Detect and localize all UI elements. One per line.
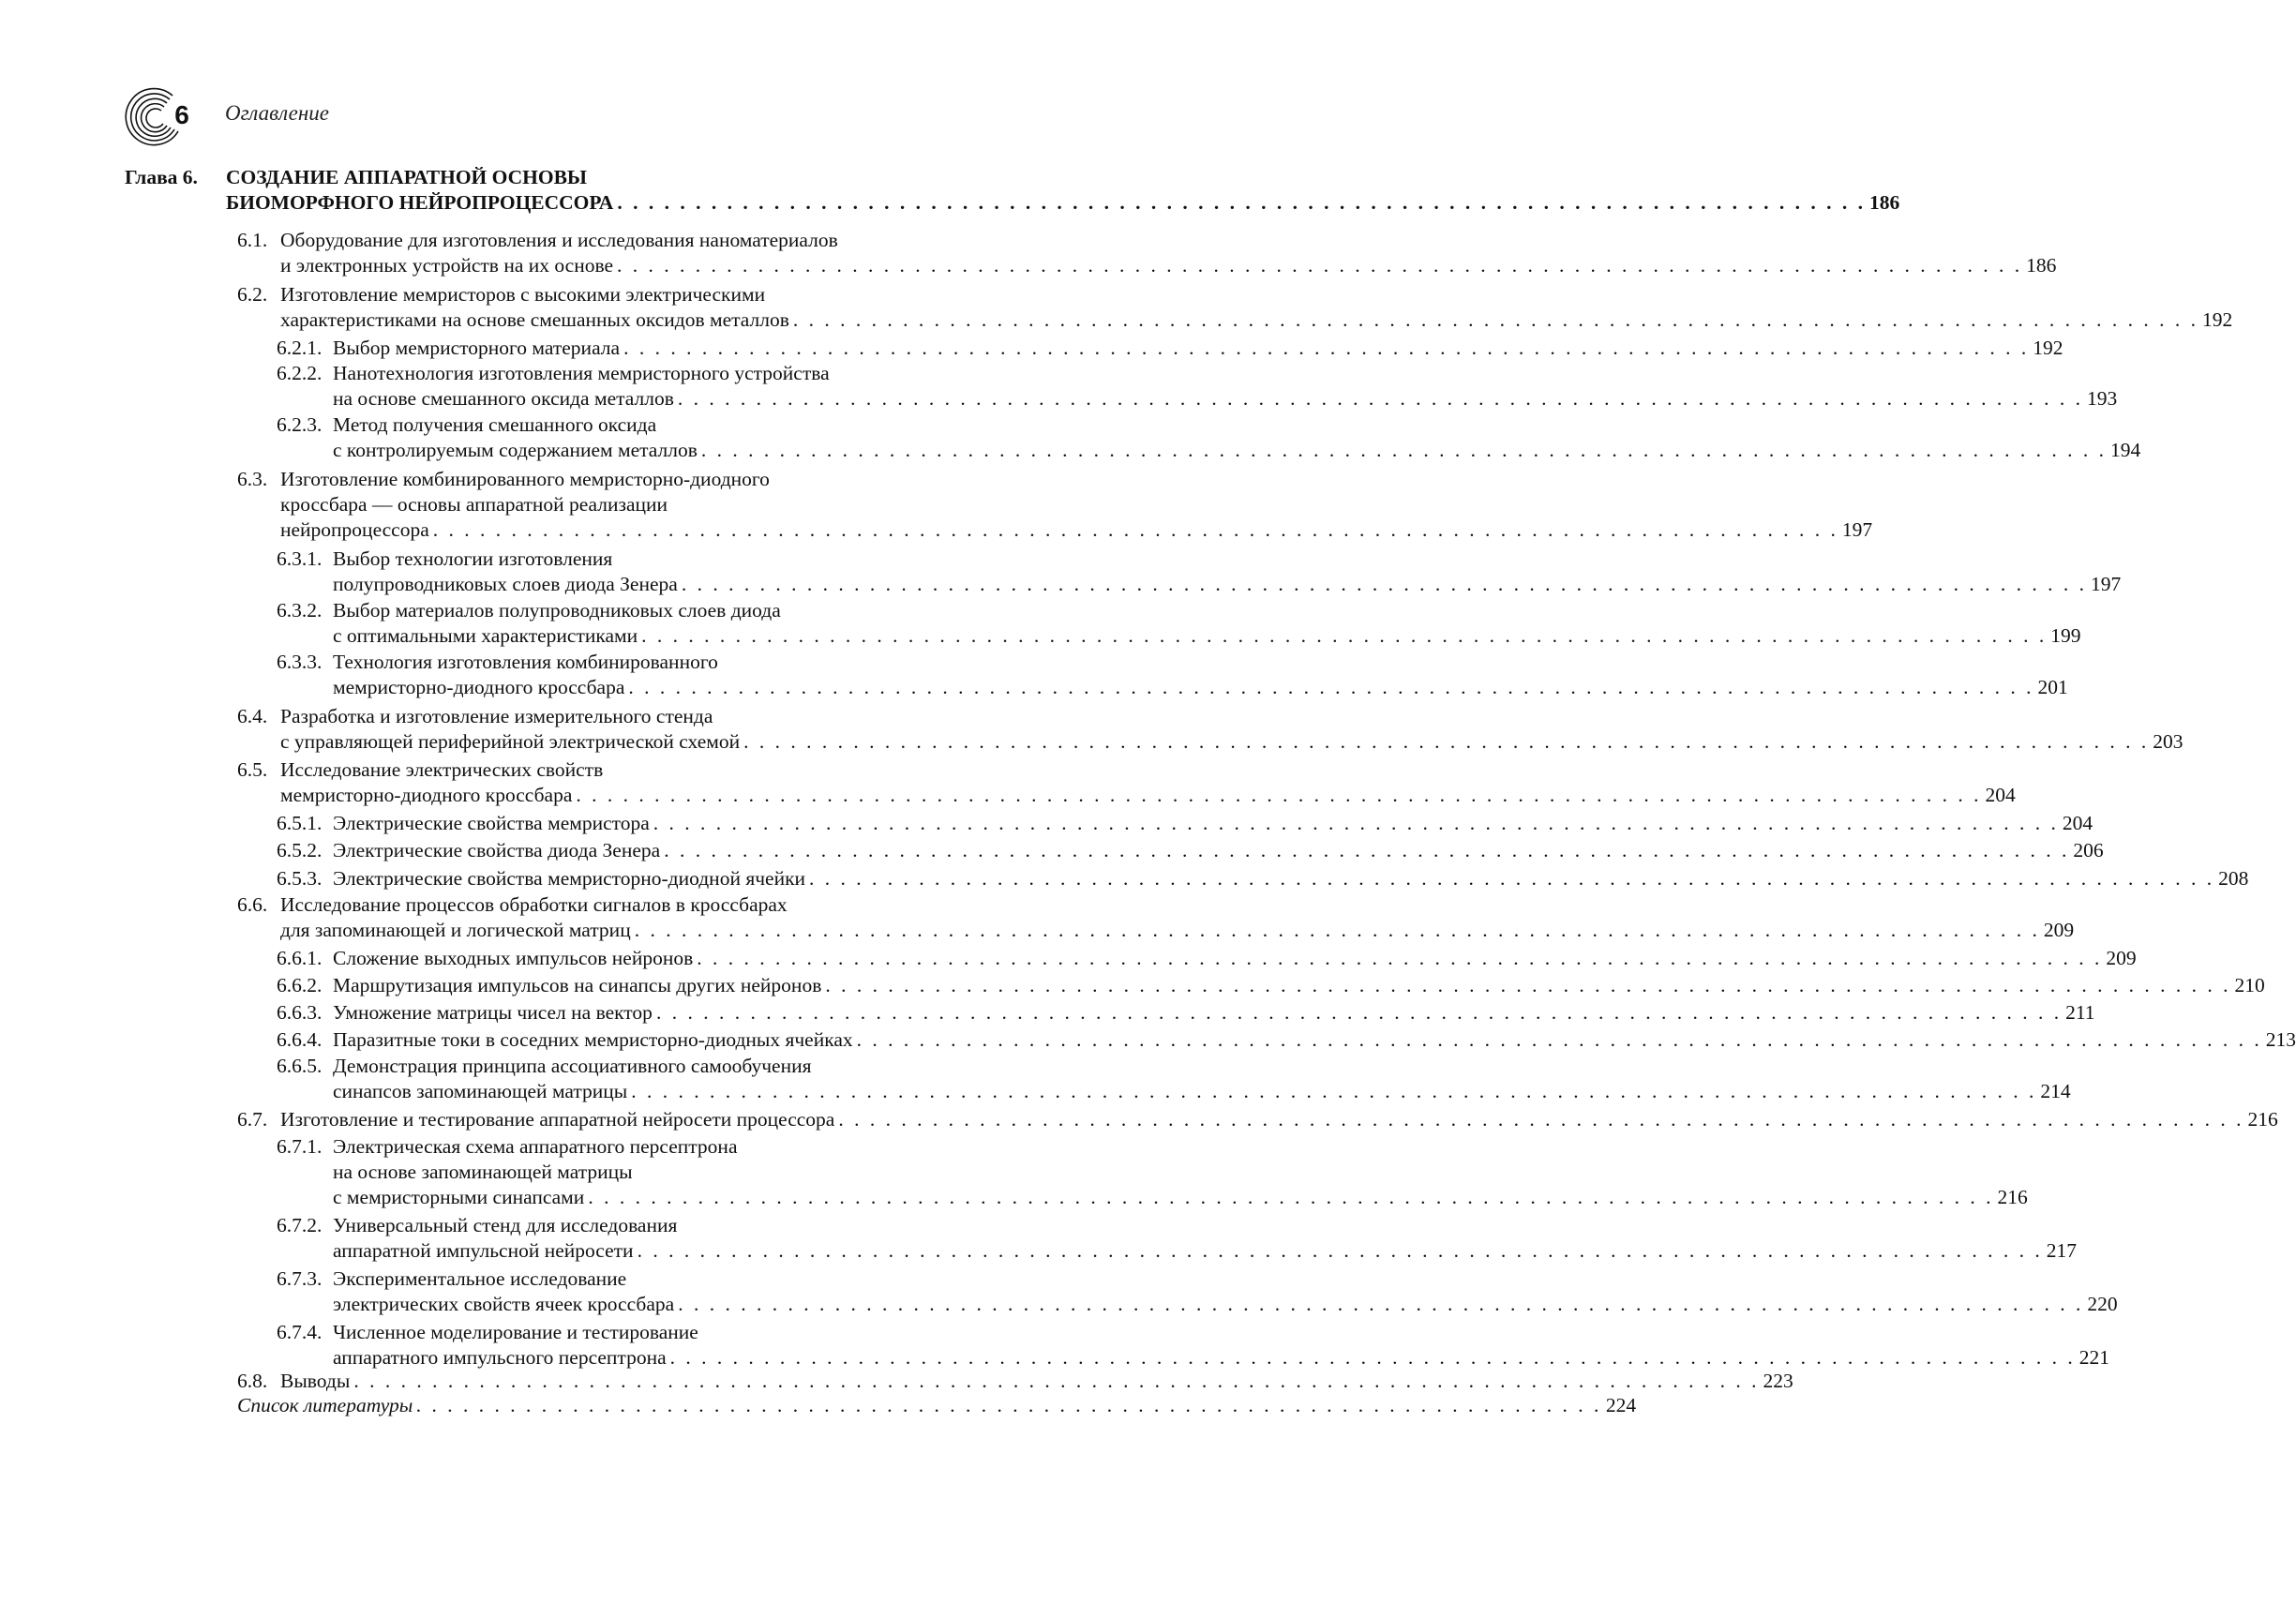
toc-entry-number: 6.2.3. bbox=[277, 413, 323, 436]
leader-dots: . . . . . . . . . . . . . . . . . . . . . . . . . . . . . . . . . . . . . . . . . . . . . . . . . . . . . . . . . . . . . . . . . . . . . . . . . . . . . . . . . . . . . . . . . . bbox=[681, 573, 2087, 595]
toc-entry-page: 221 bbox=[2078, 1346, 2110, 1369]
toc-entry-number: 6.2.2. bbox=[277, 362, 323, 384]
toc-entry-row[interactable] bbox=[333, 838, 2104, 862]
leader-dots: . . . . . . . . . . . . . . . . . . . . . . . . . . . . . . . . . . . . . . . . . . . . . . . . . . . . . . . . . . . . . . . . . . . . . . . . . . . . . . . . . . . . . . . . . . bbox=[628, 676, 2034, 698]
toc-entry-number: 6.6.1. bbox=[277, 947, 323, 969]
toc-entry-row[interactable] bbox=[333, 1185, 2028, 1209]
toc-entry-text: с контролируемым содержанием металлов bbox=[333, 439, 698, 461]
toc-entry-text: полупроводниковых слоев диода Зенера bbox=[333, 573, 678, 595]
toc-entry-text-line: Изготовление комбинированного мемристорно-диодного bbox=[280, 468, 770, 490]
toc-entry-page: 209 bbox=[2106, 947, 2137, 969]
toc-entry-text: аппаратной импульсной нейросети bbox=[333, 1239, 634, 1262]
toc-entry-page: 204 bbox=[1985, 784, 2016, 806]
toc-entry-text: на основе смешанного оксида металлов bbox=[333, 387, 674, 410]
leader-dots: . . . . . . . . . . . . . . . . . . . . . . . . . . . . . . . . . . . . . . . . . . . . . . . . . . . . . . . . . . . . . . . . . . . . . . . . . . . . . . . . . . . . . . . . . . bbox=[669, 1346, 2076, 1369]
toc-entry-number: 6.5.2. bbox=[277, 839, 323, 861]
toc-entry-row[interactable] bbox=[280, 783, 2016, 807]
leader-dots: . . . . . . . . . . . . . . . . . . . . . . . . . . . . . . . . . . . . . . . . . . . . . . . . . . . . . . . . . . . . . . . . . . . . . . . . . . . . . . . . . . . . . . . . . . bbox=[631, 1080, 2037, 1102]
leader-dots: . . . . . . . . . . . . . . . . . . . . . . . . . . . . . . . . . . . . . . . . . . . . . . . . . . . . . . . . . . . . . . . . . . . . . . . . . . . . . . . . . . . . . . . . . . bbox=[623, 337, 2030, 359]
page-header bbox=[120, 82, 589, 148]
toc-entry-text: мемристорно-диодного кроссбара bbox=[280, 784, 573, 806]
leader-dots: . . . . . . . . . . . . . . . . . . . . . . . . . . . . . . . . . . . . . . . . . . . . . . . . . . . . . . . . . . . . . . . . . . . . . . . . . . . . . . . . . . . . . . . . . . bbox=[664, 839, 2070, 861]
toc-entry-page: 208 bbox=[2218, 867, 2249, 890]
toc-entry-row[interactable] bbox=[333, 1238, 2077, 1263]
toc-entry-row[interactable] bbox=[333, 1292, 2118, 1316]
toc-entry-text: Выбор мемристорного материала bbox=[333, 337, 621, 359]
chapter-label: Глава 6. bbox=[125, 166, 198, 188]
toc-entry-text-line: на основе запоминающей матрицы bbox=[333, 1161, 633, 1183]
toc-entry-text-line: Выбор технологии изготовления bbox=[333, 547, 613, 570]
toc-entry-page: 186 bbox=[2026, 254, 2057, 277]
toc-entry-row[interactable] bbox=[333, 1000, 2095, 1025]
chapter-title-line2: БИОМОРФНОГО НЕЙРОПРОЦЕССОРА bbox=[226, 191, 614, 214]
toc-entry-row[interactable] bbox=[333, 1027, 2296, 1052]
toc-entry-page: 199 bbox=[2050, 624, 2081, 647]
toc-entry-number: 6.3.2. bbox=[277, 599, 323, 622]
toc-entry-number: 6.6.2. bbox=[277, 974, 323, 996]
leader-dots: . . . . . . . . . . . . . . . . . . . . . . . . . . . . . . . . . . . . . . . . . . . . . . . . . . . . . . . . . . . . . . . . . . . . . . . . . . . . . . . . . . . . . . . . . . bbox=[678, 1293, 2084, 1315]
toc-entry-page: 197 bbox=[2090, 573, 2122, 595]
leader-dots: . . . . . . . . . . . . . . . . . . . . . . . . . . . . . . . . . . . . . . . . . . . . . . . . . . . . . . . . . . . . . . . . . . . . . . . . . . . . . . . . . . . . . . . . . . bbox=[792, 308, 2199, 331]
toc-entry-page: 194 bbox=[2110, 439, 2141, 461]
toc-entry-text: Выводы bbox=[280, 1370, 351, 1392]
toc-entry-row[interactable] bbox=[333, 946, 2137, 970]
toc-entry-text-line: Метод получения смешанного оксида bbox=[333, 413, 657, 436]
toc-entry-text-line: Экспериментальное исследование bbox=[333, 1267, 627, 1290]
toc-entry-text-line: Универсальный стенд для исследования bbox=[333, 1214, 678, 1236]
toc-entry-row[interactable] bbox=[280, 1369, 1793, 1393]
toc-entry-number: 6.8. bbox=[237, 1370, 268, 1392]
toc-entry-text: Умножение матрицы чисел на вектор bbox=[333, 1001, 653, 1024]
toc-entry-number: 6.4. bbox=[237, 705, 268, 727]
toc-entry-text: Электрические свойства мемристора bbox=[333, 812, 650, 834]
toc-entry-row[interactable] bbox=[333, 811, 2093, 835]
toc-entry-text: аппаратного импульсного персептрона bbox=[333, 1346, 667, 1369]
toc-entry-row[interactable] bbox=[333, 866, 2249, 891]
toc-entry-page: 220 bbox=[2087, 1293, 2118, 1315]
toc-entry-text: характеристиками на основе смешанных оксидов металлов bbox=[280, 308, 789, 331]
toc-entry-text: Маршрутизация импульсов на синапсы других нейронов bbox=[333, 974, 822, 996]
toc-entry-row[interactable] bbox=[333, 973, 2265, 997]
leader-dots: . . . . . . . . . . . . . . . . . . . . . . . . . . . . . . . . . . . . . . . . . . . . . . . . . . . . . . . . . . . . . . . . . . . . . . . . . . . . . . . . . . . . . . . . . . bbox=[432, 518, 1838, 541]
leader-dots: . . . . . . . . . . . . . . . . . . . . . . . . . . . . . . . . . . . . . . . . . . . . . . . . . . . . . . . . . . . . . . . . . . . . . . . . . . . . . . . . . . . . . . . . . . bbox=[700, 439, 2108, 461]
toc-entry-text-line: Выбор материалов полупроводниковых слоев диода bbox=[333, 599, 781, 622]
toc-entry-text-line: Технология изготовления комбинированного bbox=[333, 651, 718, 673]
toc-entry-page: 192 bbox=[2033, 337, 2063, 359]
toc-entry-number: 6.5.3. bbox=[277, 867, 323, 890]
toc-entry-page: 206 bbox=[2073, 839, 2104, 861]
toc-entry-number: 6.6.3. bbox=[277, 1001, 323, 1024]
toc-entry-number: 6.7. bbox=[237, 1108, 268, 1131]
toc-entry-number: 6.6.5. bbox=[277, 1055, 323, 1077]
toc-entry-page: 201 bbox=[2037, 676, 2068, 698]
toc-entry-number: 6.1. bbox=[237, 229, 268, 251]
leader-dots: . . . . . . . . . . . . . . . . . . . . . . . . . . . . . . . . . . . . . . . . . . . . . . . . . . . . . . . . . . . . . . . . . . . . . . . . . . . . . . . . . . . . . . . . . . bbox=[634, 919, 2040, 941]
toc-entry-text: для запоминающей и логической матриц bbox=[280, 919, 631, 941]
chapter-page: 186 bbox=[1868, 191, 1900, 214]
toc-entry-row[interactable] bbox=[280, 1107, 2278, 1131]
toc-entry-number: 6.3.3. bbox=[277, 651, 323, 673]
toc-entry-page: 203 bbox=[2153, 730, 2183, 753]
toc-entry-row[interactable] bbox=[333, 623, 2081, 648]
leader-dots: . . . . . . . . . . . . . . . . . . . . . . . . . . . . . . . . . . . . . . . . . . . . . . . . . . . . . . . . . . . . . . . . . . . . . . . . . . . . . . . . . . . . . . . . . . bbox=[641, 624, 2048, 647]
toc-entry-page: 217 bbox=[2046, 1239, 2077, 1262]
toc-entry-text: синапсов запоминающей матрицы bbox=[333, 1080, 628, 1102]
toc-entry-text: Изготовление и тестирование аппаратной нейросети процессора bbox=[280, 1108, 835, 1131]
toc-entry-text: Электрические свойства мемристорно-диодной ячейки bbox=[333, 867, 806, 890]
chapter-title-line1: СОЗДАНИЕ АППАРАТНОЙ ОСНОВЫ bbox=[226, 166, 588, 188]
toc-entry-text-line: Демонстрация принципа ассоциативного самообучения bbox=[333, 1055, 812, 1077]
leader-dots: . . . . . . . . . . . . . . . . . . . . . . . . . . . . . . . . . . . . . . . . . . . . . . . . . . . . . . . . . . . . . . . . . . . . . . . . . . . . . . . . . . . . . . . . . . bbox=[697, 947, 2103, 969]
toc-entry-number: 6.3.1. bbox=[277, 547, 323, 570]
toc-entry-text: с управляющей периферийной электрической схемой bbox=[280, 730, 741, 753]
chapter-title-row[interactable] bbox=[226, 190, 1900, 215]
toc-entry-page: 192 bbox=[2202, 308, 2233, 331]
toc-entry-text: мемристорно-диодного кроссбара bbox=[333, 676, 625, 698]
leader-dots: . . . . . . . . . . . . . . . . . . . . . . . . . . . . . . . . . . . . . . . . . . . . . . . . . . . . . . . . . . . . . . . . . . . . . . . . . . . . . . . . . . . . . . . . . . bbox=[576, 784, 1982, 806]
toc-entry-page: 216 bbox=[1997, 1186, 2028, 1208]
toc-entry-row[interactable] bbox=[333, 336, 2063, 360]
leader-dots: . . . . . . . . . . . . . . . . . . . . . . . . . . . . . . . . . . . . . . . . . . . . . . . . . . . . . . . . . . . . . . . . . . . . . . . . . . . . . . . . . . . . . . . . . . bbox=[637, 1239, 2043, 1262]
toc-entry-page: 223 bbox=[1763, 1370, 1793, 1392]
toc-entry-page: 211 bbox=[2065, 1001, 2095, 1024]
toc-entry-number: 6.7.3. bbox=[277, 1267, 323, 1290]
leader-dots: . . . . . . . . . . . . . . . . . . . . . . . . . . . . . . . . . . . . . . . . . . . . . . . . . . . . . . . . . . . . . . . . . . . . . . . . . . . . . . . . . . . . . . . . . . bbox=[617, 254, 2023, 277]
toc-entry-row[interactable] bbox=[280, 253, 2057, 277]
page-number: 6 bbox=[174, 100, 189, 129]
toc-entry-text-line: кроссбара — основы аппаратной реализации bbox=[280, 493, 668, 516]
toc-entry-row[interactable] bbox=[280, 517, 1873, 542]
leader-dots: . . . . . . . . . . . . . . . . . . . . . . . . . . . . . . . . . . . . . . . . . . . . . . . . . . . . . . . . . . . . . . . . . . . . . . . . . . . . bbox=[416, 1394, 1602, 1416]
toc-entry-text-line: Оборудование для изготовления и исследования наноматериалов bbox=[280, 229, 838, 251]
toc-entry-page: 193 bbox=[2087, 387, 2118, 410]
toc-entry-page: 213 bbox=[2265, 1028, 2296, 1051]
toc-entry-row[interactable] bbox=[333, 675, 2068, 699]
toc-entry-row[interactable] bbox=[280, 307, 2233, 332]
toc-entry-row[interactable] bbox=[333, 572, 2122, 596]
toc-entry-row[interactable] bbox=[280, 918, 2075, 942]
toc-entry-number: 6.7.1. bbox=[277, 1135, 323, 1158]
toc-entry-text-line: Исследование электрических свойств bbox=[280, 758, 604, 781]
toc-entry-row[interactable] bbox=[333, 438, 2141, 462]
toc-entry-text: с оптимальными характеристиками bbox=[333, 624, 638, 647]
toc-entry-text: Паразитные токи в соседних мемристорно-диодных ячейках bbox=[333, 1028, 853, 1051]
toc-entry-number: 6.5. bbox=[237, 758, 268, 781]
toc-entry-text-line: Разработка и изготовление измерительного стенда bbox=[280, 705, 713, 727]
references-label: Список литературы bbox=[237, 1394, 413, 1416]
toc-entry-page: 209 bbox=[2043, 919, 2075, 941]
toc-entry-number: 6.6.4. bbox=[277, 1028, 323, 1051]
toc-entry-number: 6.5.1. bbox=[277, 812, 323, 834]
toc-entry-page: 197 bbox=[1841, 518, 1873, 541]
toc-entry-number: 6.7.4. bbox=[277, 1321, 323, 1343]
leader-dots: . . . . . . . . . . . . . . . . . . . . . . . . . . . . . . . . . . . . . . . . . . . . . . . . . . . . . . . . . . . . . . . . . . . . . . . . . . . . . . . . . . . . . . . . . . bbox=[588, 1186, 1994, 1208]
toc-entry-text: нейропроцессора bbox=[280, 518, 429, 541]
leader-dots: . . . . . . . . . . . . . . . . . . . . . . . . . . . . . . . . . . . . . . . . . . . . . . . . . . . . . . . . . . . . . . . . . . . . . . . . . . . . . . . . . . . . . . . . . . bbox=[856, 1028, 2262, 1051]
toc-entry-row[interactable] bbox=[333, 1345, 2110, 1370]
leader-dots: . . . . . . . . . . . . . . . . . . . . . . . . . . . . . . . . . . . . . . . . . . . . . . . . . . . . . . . . . . . . . . . . . . . . . . . . . . . . . . . . . . . . . . . . . . bbox=[353, 1370, 1760, 1392]
toc-entry-page: 210 bbox=[2234, 974, 2265, 996]
toc-entry-text: Сложение выходных импульсов нейронов bbox=[333, 947, 694, 969]
references-page: 224 bbox=[1605, 1394, 1637, 1416]
toc-entry-number: 6.6. bbox=[237, 893, 268, 916]
leader-dots: . . . . . . . . . . . . . . . . . . . . . . . . . . . . . . . . . . . . . . . . . . . . . . . . . . . . . . . . . . . . . . . . . . . . . . . . . . . . . . . . bbox=[617, 191, 1866, 214]
toc-entry-text: электрических свойств ячеек кроссбара bbox=[333, 1293, 675, 1315]
running-head: Оглавление bbox=[225, 101, 330, 125]
toc-entry-text-line: Исследование процессов обработки сигналов в кроссбарах bbox=[280, 893, 788, 916]
leader-dots: . . . . . . . . . . . . . . . . . . . . . . . . . . . . . . . . . . . . . . . . . . . . . . . . . . . . . . . . . . . . . . . . . . . . . . . . . . . . . . . . . . . . . . . . . . bbox=[655, 1001, 2063, 1024]
leader-dots: . . . . . . . . . . . . . . . . . . . . . . . . . . . . . . . . . . . . . . . . . . . . . . . . . . . . . . . . . . . . . . . . . . . . . . . . . . . . . . . . . . . . . . . . . . bbox=[838, 1108, 2244, 1131]
toc-entry-number: 6.2. bbox=[237, 283, 268, 306]
toc-entry-number: 6.3. bbox=[237, 468, 268, 490]
leader-dots: . . . . . . . . . . . . . . . . . . . . . . . . . . . . . . . . . . . . . . . . . . . . . . . . . . . . . . . . . . . . . . . . . . . . . . . . . . . . . . . . . . . . . . . . . . bbox=[677, 387, 2083, 410]
toc-entry-text-line: Электрическая схема аппаратного персептрона bbox=[333, 1135, 738, 1158]
toc-entry-page: 204 bbox=[2062, 812, 2093, 834]
toc-entry-text-line: Изготовление мемристоров с высокими электрическими bbox=[280, 283, 766, 306]
toc-entry-row[interactable] bbox=[280, 729, 2183, 754]
toc-entry-page: 214 bbox=[2040, 1080, 2071, 1102]
toc-entry-row[interactable] bbox=[333, 386, 2118, 411]
toc-entry-page: 216 bbox=[2247, 1108, 2278, 1131]
references-row[interactable] bbox=[237, 1393, 1637, 1417]
toc-entry-text-line: Численное моделирование и тестирование bbox=[333, 1321, 698, 1343]
leader-dots: . . . . . . . . . . . . . . . . . . . . . . . . . . . . . . . . . . . . . . . . . . . . . . . . . . . . . . . . . . . . . . . . . . . . . . . . . . . . . . . . . . . . . . . . . . bbox=[743, 730, 2150, 753]
toc-entry-text-line: Нанотехнология изготовления мемристорного устройства bbox=[333, 362, 830, 384]
leader-dots: . . . . . . . . . . . . . . . . . . . . . . . . . . . . . . . . . . . . . . . . . . . . . . . . . . . . . . . . . . . . . . . . . . . . . . . . . . . . . . . . . . . . . . . . . . bbox=[825, 974, 2231, 996]
toc-entry-text: и электронных устройств на их основе bbox=[280, 254, 614, 277]
toc-entry-number: 6.2.1. bbox=[277, 337, 323, 359]
leader-dots: . . . . . . . . . . . . . . . . . . . . . . . . . . . . . . . . . . . . . . . . . . . . . . . . . . . . . . . . . . . . . . . . . . . . . . . . . . . . . . . . . . . . . . . . . . bbox=[809, 867, 2215, 890]
toc-entry-number: 6.7.2. bbox=[277, 1214, 323, 1236]
leader-dots: . . . . . . . . . . . . . . . . . . . . . . . . . . . . . . . . . . . . . . . . . . . . . . . . . . . . . . . . . . . . . . . . . . . . . . . . . . . . . . . . . . . . . . . . . . bbox=[653, 812, 2059, 834]
toc-entry-row[interactable] bbox=[333, 1079, 2071, 1103]
toc-entry-text: Электрические свойства диода Зенера bbox=[333, 839, 661, 861]
toc-entry-text: с мемристорными синапсами bbox=[333, 1186, 585, 1208]
